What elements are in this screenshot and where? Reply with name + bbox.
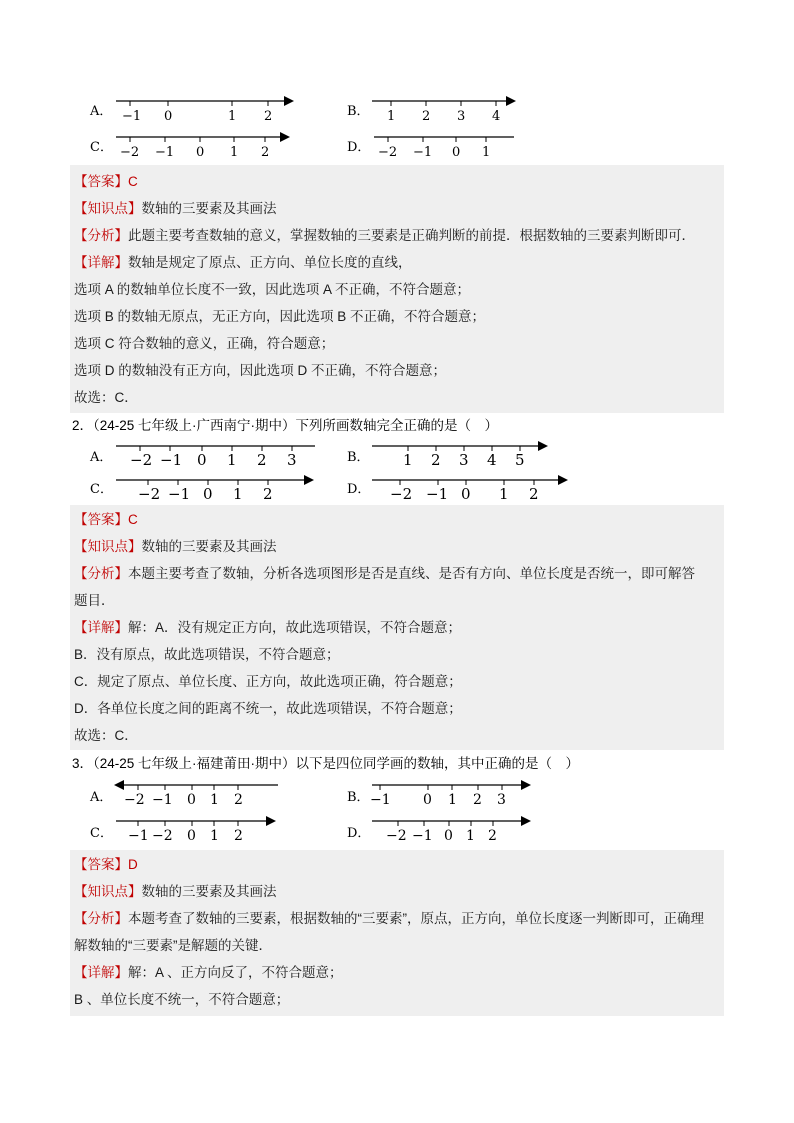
q3-option-a-label: A． <box>90 790 113 805</box>
q1-c-tick-0: −2 <box>120 145 140 160</box>
q1-option-a-axis <box>110 90 300 124</box>
q2-knowledge: 【知识点】数轴的三要素及其画法 <box>74 539 277 554</box>
q1-a-tick-2: 1 <box>228 109 237 124</box>
q3-detail-line: B 、单位长度不统一，不符合题意； <box>74 992 290 1007</box>
q2-detail-line: C．规定了原点、单位长度、正方向，故此选项正确，符合题意； <box>74 674 462 689</box>
q1-option-b-axis <box>368 90 528 124</box>
q1-knowledge: 【知识点】数轴的三要素及其画法 <box>74 201 277 216</box>
q3-d-tick-3: 1 <box>466 828 475 844</box>
q3-knowledge: 【知识点】数轴的三要素及其画法 <box>74 884 277 899</box>
q3-a-tick-3: 1 <box>210 792 219 808</box>
q3-option-c-axis <box>110 812 290 846</box>
q2-option-a-axis <box>110 438 330 468</box>
q2-d-tick-3: 1 <box>499 485 509 503</box>
q2-a-tick-2: 0 <box>197 451 207 469</box>
q2-d-tick-4: 2 <box>529 485 539 503</box>
q1-c-tick-2: 0 <box>196 145 205 160</box>
q3-a-tick-2: 0 <box>187 792 196 808</box>
q2-analysis: 【分析】本题主要考查了数轴，分析各选项图形是否是直线、是否有方向、单位长度是否统一，即可解答 <box>74 566 695 581</box>
q3-b-tick-0: −1 <box>370 792 391 808</box>
q3-c-tick-1: −2 <box>152 828 173 844</box>
q3-option-a-axis <box>110 776 290 810</box>
q2-option-c-label: C． <box>90 482 113 497</box>
q1-option-c-label: C． <box>90 140 113 155</box>
q2-answer: 【答案】C <box>74 512 138 527</box>
q2-option-d-label: D． <box>347 482 371 497</box>
q2-b-tick-3: 4 <box>487 451 497 469</box>
q2-b-tick-2: 3 <box>459 451 469 469</box>
q1-b-tick-2: 3 <box>457 109 466 124</box>
q2-a-tick-1: −1 <box>160 451 183 469</box>
q3-a-tick-0: −2 <box>124 792 145 808</box>
q3-b-tick-3: 2 <box>473 792 482 808</box>
q1-option-c-axis <box>110 126 300 160</box>
q3-option-b-label: B． <box>347 790 370 805</box>
q3-c-tick-0: −1 <box>128 828 149 844</box>
q1-detail: 【详解】数轴是规定了原点、正方向、单位长度的直线， <box>74 255 412 270</box>
q1-b-tick-1: 2 <box>422 109 431 124</box>
q3-option-d-label: D． <box>347 826 371 841</box>
q2-c-tick-0: −2 <box>138 485 161 503</box>
q2-conclusion: 故选：C． <box>74 728 138 743</box>
q2-a-tick-3: 1 <box>227 451 237 469</box>
q3-c-tick-3: 1 <box>210 828 219 844</box>
q3-d-tick-4: 2 <box>488 828 497 844</box>
q1-option-b-label: B． <box>347 104 370 119</box>
q2-stem: 2．（24-25 七年级上·广西南宁·期中）下列所画数轴完全正确的是（ ） <box>72 418 499 433</box>
q1-detail-line: 选项 C 符合数轴的意义，正确，符合题意； <box>74 336 335 351</box>
q2-analysis-cont: 题目． <box>74 593 115 608</box>
q1-solution <box>70 165 724 413</box>
q1-d-tick-3: 1 <box>482 145 491 160</box>
q2-c-tick-1: −1 <box>168 485 191 503</box>
q1-d-tick-1: −1 <box>413 145 433 160</box>
q3-stem: 3．（24-25 七年级上·福建莆田·期中）以下是四位同学画的数轴，其中正确的是（ ） <box>72 756 580 771</box>
q2-a-tick-5: 3 <box>287 451 297 469</box>
q2-options <box>0 438 794 504</box>
q3-solution <box>70 850 724 1016</box>
q2-detail: 【详解】解：A．没有规定正方向，故此选项错误，不符合题意； <box>74 620 462 635</box>
q2-c-tick-2: 0 <box>203 485 213 503</box>
q2-c-tick-3: 1 <box>233 485 243 503</box>
q2-b-tick-1: 2 <box>431 451 441 469</box>
q3-b-tick-4: 3 <box>497 792 506 808</box>
q1-answer: 【答案】C <box>74 174 138 189</box>
q1-option-d-label: D． <box>347 140 371 155</box>
q1-analysis: 【分析】此题主要考查数轴的意义，掌握数轴的三要素是正确判断的前提．根据数轴的三要素判断即可． <box>74 228 695 243</box>
q1-detail-line: 选项 A 的数轴单位长度不一致，因此选项 A 不正确，不符合题意； <box>74 282 471 297</box>
q2-detail-line: D．各单位长度之间的距离不统一，故此选项错误，不符合题意； <box>74 701 462 716</box>
q1-a-tick-0: −1 <box>122 109 142 124</box>
q1-option-d-axis <box>368 126 528 160</box>
q2-option-b-label: B． <box>347 450 370 465</box>
q3-d-tick-2: 0 <box>444 828 453 844</box>
q3-c-tick-2: 0 <box>187 828 196 844</box>
q1-c-tick-4: 2 <box>261 145 270 160</box>
q2-a-tick-4: 2 <box>257 451 267 469</box>
q1-b-tick-3: 4 <box>492 109 501 124</box>
q2-option-a-label: A． <box>90 450 113 465</box>
q1-detail-line: 选项 D 的数轴没有正方向，因此选项 D 不正确，不符合题意； <box>74 363 447 378</box>
q3-b-tick-2: 1 <box>448 792 457 808</box>
q2-c-tick-4: 2 <box>263 485 273 503</box>
q1-c-tick-1: −1 <box>155 145 175 160</box>
q1-option-a-label: A． <box>90 104 113 119</box>
q1-d-tick-2: 0 <box>452 145 461 160</box>
q3-detail: 【详解】解：A 、正方向反了，不符合题意； <box>74 965 343 980</box>
q3-d-tick-1: −1 <box>412 828 433 844</box>
q2-d-tick-1: −1 <box>426 485 449 503</box>
q2-d-tick-0: −2 <box>390 485 413 503</box>
q1-detail-line: 选项 B 的数轴无原点，无正方向，因此选项 B 不正确，不符合题意； <box>74 309 486 324</box>
q3-d-tick-0: −2 <box>386 828 407 844</box>
q2-option-b-axis <box>368 438 558 468</box>
q1-a-tick-3: 2 <box>264 109 273 124</box>
q2-d-tick-2: 0 <box>461 485 471 503</box>
q3-answer: 【答案】D <box>74 857 138 872</box>
q3-option-b-axis <box>368 776 538 810</box>
q3-analysis-cont: 解数轴的“三要素”是解题的关键． <box>74 938 272 953</box>
q2-a-tick-0: −2 <box>130 451 153 469</box>
q2-option-d-axis <box>368 472 578 502</box>
q1-a-tick-1: 0 <box>164 109 173 124</box>
q3-analysis: 【分析】本题考查了数轴的三要素，根据数轴的“三要素”，原点，正方向，单位长度逐一判断即可，正确理 <box>74 911 704 926</box>
q3-b-tick-1: 0 <box>423 792 432 808</box>
q2-b-tick-4: 5 <box>515 451 525 469</box>
q2-solution <box>70 505 724 750</box>
q1-conclusion: 故选：C． <box>74 390 138 405</box>
q3-options <box>0 776 794 846</box>
q3-a-tick-1: −1 <box>152 792 173 808</box>
q1-options <box>0 90 794 160</box>
q1-d-tick-0: −2 <box>378 145 398 160</box>
q3-a-tick-4: 2 <box>234 792 243 808</box>
q1-c-tick-3: 1 <box>230 145 239 160</box>
q3-c-tick-4: 2 <box>234 828 243 844</box>
q3-option-d-axis <box>368 812 538 846</box>
q2-detail-line: B．没有原点，故此选项错误，不符合题意； <box>74 647 340 662</box>
q2-option-c-axis <box>110 472 320 502</box>
q1-b-tick-0: 1 <box>387 109 396 124</box>
q2-b-tick-0: 1 <box>403 451 413 469</box>
q3-option-c-label: C． <box>90 826 113 841</box>
